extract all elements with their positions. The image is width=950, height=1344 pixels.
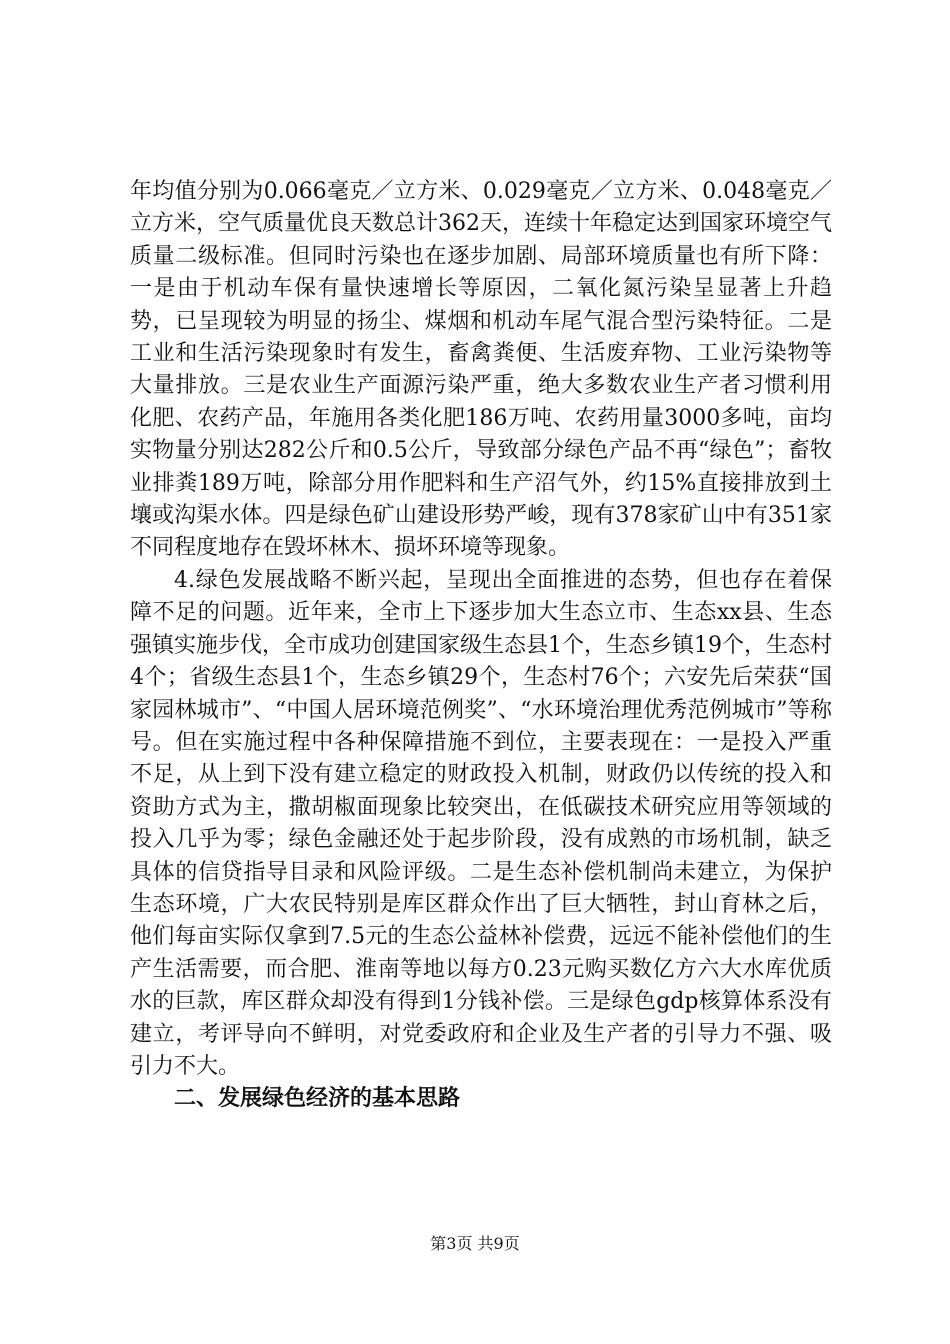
paragraph-green-development: 4.绿色发展战略不断兴起，呈现出全面推进的态势，但也存在着保障不足的问题。近年来，全市上下逐步加大生态立市、生态xx县、生态强镇实施步伐，全市成功创建国家级生态县1个，生态乡镇19个，生态村4个；省级生态县1个，生态乡镇29个，生态村76个；六安先后荣获“国家园林城市”、“中国人居环境范例奖”、“水环境治理优秀范例城市”等称号。但在实施过程中各种保障措施不到位，主要表现在：一是投入严重不足，从上到下没有建立稳定的财政投入机制，财政仍以传统的投入和资助方式为主，撒胡椒面现象比较突出，在低碳技术研究应用等领域的投入几乎为零；绿色金融还处于起步阶段，没有成熟的市场机制，缺乏具体的信贷指导目录和风险评级。二是生态补偿机制尚未建立，为保护生态环境，广大农民特别是库区群众作出了巨大牺牲，封山育林之后，他们每亩实际仅拿到7.5元的生态公益林补偿费，远远不能补偿他们的生产生活需要，而合肥、淮南等地以每方0.23元购买数亿方六大水库优质水的巨款，库区群众却没有得到1分钱补偿。三是绿色gdp核算体系没有建立，考评导向不鲜明，对党委政府和企业及生产者的引导力不强、吸引力不大。 xyxy=(130,567,832,1079)
paragraph-continued: 年均值分别为0.066毫克／立方米、0.029毫克／立方米、0.048毫克／立方米，空气质量优良天数总计362天，连续十年稳定达到国家环境空气质量二级标准。但同时污染也在逐步加剧、局部环境质量也有所下降：一是由于机动车保有量快速增长等原因，二氧化氮污染呈显著上升趋势，已呈现较为明显的扬尘、煤烟和机动车尾气混合型污染特征。二是工业和生活污染现象时有发生，畜禽粪便、生活废弃物、工业污染物等大量排放。三是农业生产面源污染严重，绝大多数农业生产者习惯利用化肥、农药产品，年施用各类化肥186万吨、农药用量3000多吨，亩均实物量分别达282公斤和0.5公斤，导致部分绿色产品不再“绿色”；畜牧业排粪189万吨，除部分用作肥料和生产沼气外，约15%直接排放到土壤或沟渠水体。四是绿色矿山建设形势严峻，现有378家矿山中有351家不同程度地存在毁坏林木、损坏环境等现象。 xyxy=(130,179,832,561)
body-text xyxy=(130,176,832,1116)
section-heading: 二、发展绿色经济的基本思路 xyxy=(174,1086,461,1112)
page-footer: 第3页 共9页 xyxy=(430,1234,520,1253)
